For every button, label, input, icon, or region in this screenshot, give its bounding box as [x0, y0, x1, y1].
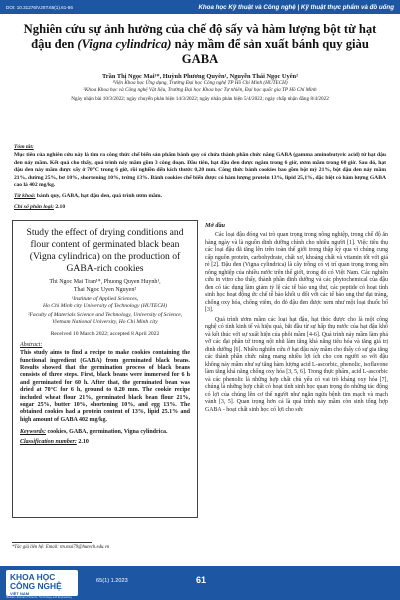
journal-header-bar — [0, 0, 400, 14]
logo-subtitle: Vietnam Journal of Science, Technology and Engineering — [6, 596, 72, 599]
english-authors: Thi Ngoc Mai Tran¹*, Phuong Quyen Huynh¹, Thai Ngoc Uyen Nguyen² — [49, 279, 161, 293]
introduction-column — [205, 222, 388, 416]
section-heading: Mở đầu — [205, 222, 225, 229]
footnote-divider — [12, 542, 92, 543]
english-abstract-box — [12, 220, 198, 518]
page-number: 61 — [196, 575, 207, 585]
page-footer-bar — [0, 566, 400, 600]
doi-text: DOI: 10.31276/VJST.65(1).61-66 — [6, 4, 73, 10]
received-dates: Received 10 March 2022; accepted 8 April 2022 — [50, 331, 160, 338]
abstract-label-en: Abstract: — [20, 342, 43, 349]
english-title: Study the effect of drying conditions and flour content of germinated black bean (Vigna cylindrica) on the production of GABA-rich cookies — [26, 227, 184, 274]
vietnamese-abstract-block — [14, 144, 386, 211]
keywords-vi: Từ khoá: bánh quy, GABA, hạt đậu đen, quá trình ươm mầm. — [14, 193, 162, 200]
paragraph: Quá trình ươm mầm các loại hạt đậu, hạt thóc được cho là một công nghệ có tính kinh tế và hiệu quả, bắt đầu từ sự hấp thụ nước của hạt đậu khô và kết thúc với sự xuất hiện của phôi mầm [4-6]. Quá trình nảy mầm làm phá vỡ các đại phân tử trong nội nhũ làm tăng khả năng tiêu hóa và tăng giá trị dinh dưỡng [6]. Nhiều nghiên cứu ở hạt đậu nảy mầm cho thấy có sự gia tăng các thành phần chức năng mang nhiều lợi ích cho con người so với đậu không nảy mầm như sự tăng hàm lượng acid L-ascorbic, phenolic, isoflavone làm tăng khả năng chống oxy hóa [3, 5, 6]. Trong thực phẩm, acid L-ascorbic và các phenolic là những hợp chất chủ yếu có vai trò kháng oxy hóa [7], chúng là những hợp chất có hoạt tính sinh học quan trọng do những tác động có lợi của chúng lên cơ thể người như ngăn ngừa bệnh tim mạch và mạch vành [3, 5]. Quan trọng hơn cả là quá trình nảy mầm còn sinh tổng hợp GABA - hoạt chất sinh học có lợi cho sức — [205, 316, 388, 413]
footnote: *Tác giả liên hệ: Email: tm.mai79@hutech.edu.vn — [12, 545, 110, 550]
vietnamese-authors: Trần Thị Ngọc Mai¹*, Huỳnh Phương Quyên¹, Nguyễn Thái Ngọc Uyên² — [102, 73, 298, 80]
abstract-label-vi: Tóm tắt: — [14, 144, 34, 150]
classification-en: Classification number: 2.10 — [20, 439, 89, 446]
keywords-en: Keywords: cookies, GABA, germination, Vigna cylindrica. — [20, 429, 168, 436]
vietnamese-title: Nghiên cứu sự ảnh hưởng của chế độ sấy và hàm lượng bột từ hạt đậu đen (Vigna cylindrica) nảy mầm để sản xuất bánh quy giàu GABA — [23, 22, 377, 66]
english-affiliation-2: ²Faculty of Materials Science and Technology, University of Science, Vietnam National University, Ho Chi Minh city — [27, 312, 183, 326]
submission-dates: Ngày nhận bài 10/3/2022; ngày chuyển phản biện 14/3/2022; ngày nhận phản biện 5/4/2022; ngày chấp nhận đăng 8/4/2022 — [71, 96, 329, 102]
affiliation-1: ¹Viện Khoa học Ứng dụng, Trường Đại học Công nghệ TP Hồ Chí Minh (HUTECH) — [112, 80, 288, 86]
abstract-text-en: This study aims to find a recipe to make cookies containing the functional ingredient (GABA) from germinated black beans. Results showed that the germination process of black beans consists of three steps. First, black beans were immersed for 6 h and germinated for 60 h. After that, the germinated bean was dried at 70°C for 6 h, ground to 0.20 mm. The cookie recipe included wheat flour 21%, germinated black bean flour 21%, sugar 25%, butter 10%, shortening 10%, and egg 13%. The obtained cookies had a protein content of 13%, lipid 25.1% and high amount of GABA 402 mg/kg. — [20, 350, 190, 423]
paragraph: Các loại đậu đóng vai trò quan trọng trong nông nghiệp, trong chế độ ăn hàng ngày và là nguồn dinh dưỡng chính cho nhiều người [1]. Việc tiêu thụ các loại đậu đã tăng lên trên toàn thế giới trong thập kỷ qua vì chúng cung cấp nguồn protein, carbohydrate, chất xơ, khoáng chất và vitamin tốt với giá rẻ [2]. Đậu đen (Vigna cylindrica) là cây trồng có vị trí quan trọng trong nền nông nghiệp của nhiều nước trên thế giới, trong đó có Việt Nam. Các nghiên cứu in vitro cho thấy, thành phần dinh dưỡng và các phytochemical của đậu đen có tác dụng làm giảm tỷ lệ các tế bào ung thư, các peptide có hoạt tính sinh học hoạt động ức chế tế bào khối u đối với các tế bào ung thư đại tràng, chống oxy hóa, chống viêm, do đó đậu đen được xem như một loại thuốc bổ [3]. — [205, 232, 388, 313]
classification-vi: Chỉ số phân loại: 2.10 — [14, 203, 66, 210]
english-affiliation-1: ¹Institute of Applied Sciences, Ho Chi Minh city University of Technology (HUTECH) — [43, 296, 167, 310]
vietnamese-header — [14, 22, 386, 102]
affiliation-2: ²Khoa Khoa học và Công nghệ Vật liệu, Trường Đại học Khoa học Tự nhiên, Đại học quốc gia TP Hồ Chí Minh — [83, 87, 317, 93]
abstract-text-vi: Mục tiêu của nghiên cứu này là tìm ra công thức chế biến sản phẩm bánh quy có chứa thành phần chức năng GABA (gamma aminobutyric acid) từ hạt đậu đen nảy mầm. Kết quả cho thấy, quá trình nảy mầm gồm 3 công đoạn. Đầu tiên, hạt đậu đen được ngâm trong 6 giờ, ươm mầm trong 60 giờ. Sau đó, hạt đậu đen nảy mầm được sấy ở 70°C trong 6 giờ, rồi nghiền đến kích thước 0,20 mm. Công thức bánh cookies bao gồm bột mỳ 21%, bột đậu đen nảy mầm 21%, đường 25%, bơ 10%, shortening 10%, trứng 13%. Bánh cookies chế biến được có hàm lượng protein 13%, lipid 25,1%, đặc biệt có hàm lượng GABA cao là 402 mg/kg. — [14, 152, 386, 189]
issue-number: 65(1) 1.2023 — [96, 578, 128, 584]
journal-name: Khoa học Kỹ thuật và Công nghệ | Kỹ thuật thực phẩm và đồ uống — [198, 3, 394, 11]
journal-logo: KHOA HỌC CÔNG NGHỆ VIỆT NAM — [6, 570, 78, 596]
